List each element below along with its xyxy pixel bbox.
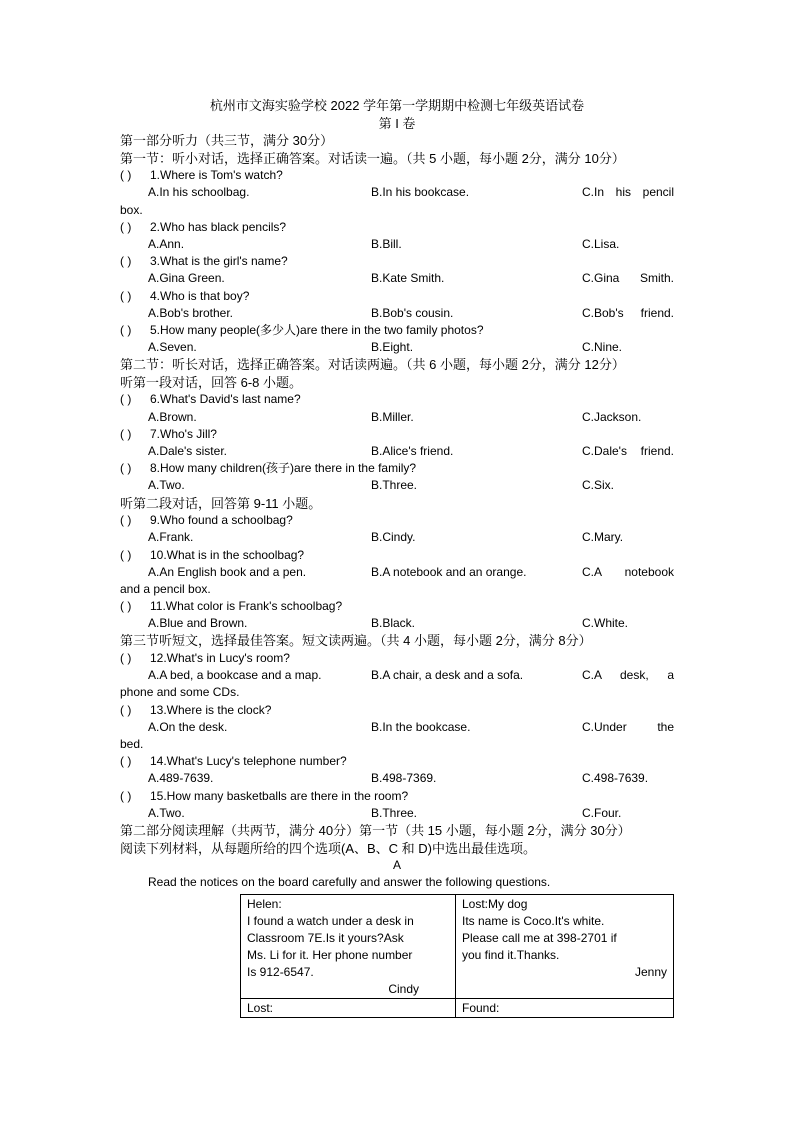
answer-blank[interactable]: ( ) — [120, 392, 132, 407]
dialog2-questions — [120, 512, 674, 632]
options-row — [120, 770, 674, 787]
question-stem — [120, 288, 674, 305]
notice-lost-cell: Lost: — [241, 999, 456, 1018]
option-c: C.In his pencil — [582, 185, 674, 200]
question-stem — [120, 322, 674, 339]
option-c: C.Mary. — [582, 530, 624, 545]
notice-right — [456, 895, 674, 999]
answer-blank[interactable]: ( ) — [120, 219, 132, 234]
option-a: A.Brown. — [148, 409, 197, 424]
question-text: 4.Who is that boy? — [150, 288, 250, 303]
section1-heading: 第一节：听小对话，选择正确答案。对话读一遍。（共 5 小题，每小题 2分，满分 10分） — [120, 150, 625, 166]
options-row — [120, 339, 674, 356]
notice-signature: Jenny — [634, 965, 667, 979]
answer-blank[interactable]: ( ) — [120, 426, 132, 441]
question-text: 12.What's in Lucy's room? — [150, 651, 290, 666]
option-a: A.Dale's sister. — [148, 444, 227, 458]
question-stem — [120, 167, 674, 184]
notice-signature: Cindy — [388, 982, 419, 996]
options-row — [120, 477, 674, 494]
option-continuation: phone and some CDs. — [120, 685, 240, 700]
question-stem — [120, 391, 674, 408]
options-row — [120, 719, 674, 736]
option-c: C.A notebook — [582, 564, 674, 579]
option-a: A.In his schoolbag. — [148, 185, 250, 200]
answer-blank[interactable]: ( ) — [120, 513, 132, 528]
notice-line: Ms. Li for it. Her phone number — [247, 948, 413, 962]
question-text: 7.Who's Jill? — [150, 426, 217, 441]
section1-questions — [120, 167, 674, 356]
option-b: B.Cindy. — [371, 530, 416, 545]
question-text: 9.Who found a schoolbag? — [150, 513, 293, 528]
option-a: A.Blue and Brown. — [148, 616, 248, 631]
notice-line: Please call me at 398-2701 if — [462, 931, 617, 945]
option-a: A.489-7639. — [148, 771, 214, 786]
question-text: 11.What color is Frank's schoolbag? — [150, 599, 343, 614]
option-a: A.A bed, a bookcase and a map. — [148, 668, 322, 683]
passage-letter: A — [392, 858, 401, 873]
option-continuation: bed. — [120, 737, 144, 751]
option-b: B.Bob's cousin. — [371, 305, 454, 320]
option-b: B.In the bookcase. — [371, 719, 471, 734]
options-row — [120, 805, 674, 822]
notice-line: Lost:My dog — [462, 897, 528, 911]
notice-line: you find it.Thanks. — [462, 948, 560, 962]
option-c: C.White. — [582, 616, 629, 631]
question-stem — [120, 219, 674, 236]
part2-heading: 第二部分阅读理解（共两节，满分 40分）第一节（共 15 小题，每小题 2分，满分 30分） — [120, 822, 631, 838]
question-stem — [120, 702, 674, 719]
section2-heading: 第二节：听长对话，选择正确答案。对话读两遍。（共 6 小题，每小题 2分，满分 12分） — [120, 357, 625, 373]
question-stem — [120, 753, 674, 770]
option-c: C.498-7639. — [582, 771, 649, 786]
notice-line: I found a watch under a desk in — [247, 914, 414, 928]
notice-line: Is 912-6547. — [247, 965, 314, 979]
answer-blank[interactable]: ( ) — [120, 288, 132, 303]
question-stem — [120, 598, 674, 615]
options-row — [120, 615, 674, 632]
options-row — [120, 409, 674, 426]
option-a: A.Gina Green. — [148, 271, 225, 286]
question-text: 2.Who has black pencils? — [150, 219, 287, 234]
answer-blank[interactable]: ( ) — [120, 254, 132, 269]
page-title: 杭州市文海实验学校 2022 学年第一学期期中检测七年级英语试卷 — [209, 98, 585, 113]
notice-line: Its name is Coco.It's white. — [462, 914, 605, 928]
question-stem — [120, 547, 674, 564]
options-row — [120, 443, 674, 460]
question-text: 13.Where is the clock? — [150, 702, 272, 717]
answer-blank[interactable]: ( ) — [120, 168, 132, 183]
answer-blank[interactable]: ( ) — [120, 322, 132, 337]
passage-intro: Read the notices on the board carefully and answer the following questions. — [148, 875, 551, 890]
volume-label: 第 I 卷 — [378, 115, 416, 131]
option-c: C.Nine. — [582, 340, 623, 355]
options-row — [120, 236, 674, 253]
options-row — [120, 529, 674, 546]
answer-blank[interactable]: ( ) — [120, 461, 132, 476]
option-c: C.A desk, a — [582, 668, 674, 683]
options-row — [120, 305, 674, 322]
option-a: A.On the desk. — [148, 719, 228, 734]
notice-found-cell: Found: — [456, 999, 674, 1018]
question-text: 14.What's Lucy's telephone number? — [150, 754, 347, 769]
exam-content — [120, 97, 674, 892]
question-text: 3.What is the girl's name? — [150, 254, 288, 269]
option-c: C.Gina Smith. — [582, 271, 674, 286]
option-b: B.Black. — [371, 616, 416, 631]
question-stem — [120, 650, 674, 667]
notice-left — [241, 895, 456, 999]
question-stem — [120, 426, 674, 443]
option-c: C.Jackson. — [582, 409, 642, 424]
answer-blank[interactable]: ( ) — [120, 599, 132, 614]
question-stem — [120, 253, 674, 270]
question-text: 6.What's David's last name? — [150, 392, 301, 407]
part1-heading: 第一部分听力（共三节，满分 30分） — [120, 133, 334, 148]
notice-board-wrap — [120, 893, 674, 1018]
dialog1-heading: 听第一段对话，回答 6-8 小题。 — [120, 374, 303, 390]
option-a: A.Seven. — [148, 340, 197, 355]
option-b: B.Alice's friend. — [371, 444, 454, 458]
option-b: B.498-7369. — [371, 771, 437, 786]
option-a: A.Bob's brother. — [148, 305, 234, 320]
answer-blank[interactable]: ( ) — [120, 547, 132, 562]
option-b: B.Three. — [371, 805, 418, 820]
options-row — [120, 184, 674, 201]
options-row — [120, 667, 674, 684]
question-stem — [120, 512, 674, 529]
question-text: 8.How many children(孩子)are there in the family? — [150, 461, 417, 476]
option-a: A.An English book and a pen. — [148, 564, 307, 579]
option-c: C.Six. — [582, 478, 615, 493]
dialog2-heading: 听第二段对话，回答第 9-11 小题。 — [120, 495, 322, 511]
option-b: B.In his bookcase. — [371, 185, 470, 200]
option-b: B.A notebook and an orange. — [371, 564, 527, 579]
section3-heading: 第三节听短文，选择最佳答案。短文读两遍。（共 4 小题，每小题 2分，满分 8分） — [120, 633, 592, 649]
option-c: C.Four. — [582, 805, 622, 820]
option-a: A.Two. — [148, 478, 185, 493]
answer-blank[interactable]: ( ) — [120, 754, 132, 769]
answer-blank[interactable]: ( ) — [120, 702, 132, 717]
question-text: 10.What is in the schoolbag? — [150, 547, 305, 562]
question-stem — [120, 788, 674, 805]
part2-instruction: 阅读下列材料，从每题所给的四个选项(A、B、C 和 D)中选出最佳选项。 — [120, 840, 537, 856]
section3-questions — [120, 650, 674, 822]
dialog1-questions — [120, 391, 674, 494]
option-b: B.A chair, a desk and a sofa. — [371, 668, 524, 683]
option-b: B.Miller. — [371, 409, 414, 424]
option-continuation: and a pencil box. — [120, 581, 211, 596]
question-stem — [120, 460, 674, 477]
option-c: C.Bob's friend. — [582, 305, 674, 320]
question-text: 5.How many people(多少人)are there in the two family photos? — [150, 322, 484, 337]
option-b: B.Kate Smith. — [371, 271, 445, 286]
question-text: 15.How many basketballs are there in the room? — [150, 788, 409, 803]
option-c: C.Dale's friend. — [582, 444, 674, 458]
options-row — [120, 270, 674, 287]
answer-blank[interactable]: ( ) — [120, 788, 132, 803]
option-a: A.Ann. — [148, 236, 185, 251]
notice-line: Classroom 7E.Is it yours?Ask — [247, 931, 404, 945]
option-continuation: box. — [120, 202, 143, 217]
option-c: C.Under the — [582, 719, 674, 734]
option-c: C.Lisa. — [582, 236, 620, 251]
option-b: B.Bill. — [371, 236, 402, 251]
notice-board — [240, 894, 674, 1018]
options-row — [120, 564, 674, 581]
answer-blank[interactable]: ( ) — [120, 651, 132, 666]
notice-line: Helen: — [247, 897, 282, 911]
option-b: B.Three. — [371, 478, 418, 493]
question-text: 1.Where is Tom's watch? — [150, 168, 283, 183]
option-a: A.Two. — [148, 805, 185, 820]
option-b: B.Eight. — [371, 340, 414, 355]
option-a: A.Frank. — [148, 530, 194, 545]
